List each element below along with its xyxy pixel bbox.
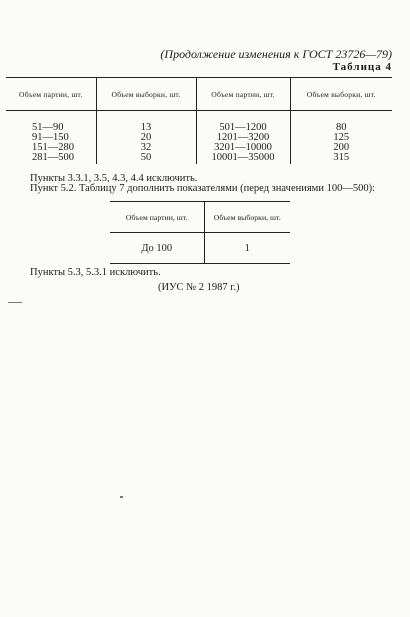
sample-size-column-2	[290, 111, 392, 165]
table-cell: 1201—3200	[216, 132, 270, 143]
column-header: Объем партии, шт.	[110, 202, 204, 233]
exclusion-note-1: Пункты 3.3.1, 3.5, 4.3, 4.4 исключить.	[30, 173, 198, 184]
addition-note: Пункт 5.2. Таблицу 7 дополнить показателями (перед значениями 100—500):	[30, 183, 375, 194]
lot-size-column-1	[6, 111, 96, 165]
table-cell: 13	[140, 122, 152, 133]
sample-size-column-1	[96, 111, 196, 165]
table-row	[110, 233, 290, 264]
column-header: Объем выборки, шт.	[290, 78, 392, 111]
table-cell: 1	[204, 233, 290, 264]
scan-speck	[120, 496, 123, 498]
table-cell: 91—150	[32, 132, 69, 143]
table-cell: 51—90	[32, 122, 64, 133]
table-4	[6, 77, 392, 164]
source-reference: (ИУС № 2 1987 г.)	[158, 282, 240, 293]
scan-mark	[8, 302, 22, 303]
table-cell: До 100	[110, 233, 204, 264]
table-cell: 20	[140, 132, 152, 143]
continuation-header: (Продолжение изменения к ГОСТ 23726—79)	[160, 47, 392, 61]
column-header: Объем партии, шт.	[19, 89, 83, 99]
table-4-header-row	[6, 78, 392, 111]
table-cell: 32	[140, 142, 152, 153]
column-header: Объем выборки, шт.	[204, 202, 290, 233]
table-cell: 50	[140, 152, 152, 163]
table-4-body	[6, 111, 392, 165]
table-cell: 125	[333, 132, 350, 143]
table-caption: Таблица 4	[332, 61, 392, 73]
table-cell: 151—280	[32, 142, 74, 153]
column-header: Объем партии, шт.	[196, 78, 290, 111]
table-cell: 10001—35000	[211, 152, 275, 163]
table-cell: 281—500	[32, 152, 74, 163]
table-cell: 3201—10000	[214, 142, 272, 153]
table-7	[110, 201, 290, 264]
table-7-header-row	[110, 202, 290, 233]
column-header: Объем выборки, шт.	[96, 78, 196, 111]
table-cell: 315	[333, 152, 350, 163]
table-cell: 200	[333, 142, 350, 153]
table-cell: 501—1200	[219, 122, 267, 133]
exclusion-note-2: Пункты 5.3, 5.3.1 исключить.	[30, 267, 161, 278]
table-cell: 80	[336, 122, 347, 133]
lot-size-column-2	[196, 111, 290, 165]
